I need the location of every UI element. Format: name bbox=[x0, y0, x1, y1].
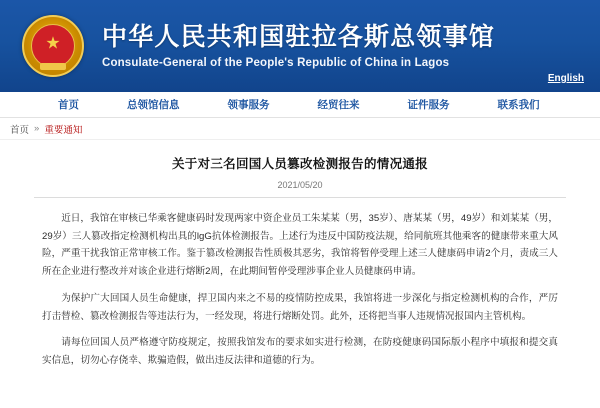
breadcrumb-separator: » bbox=[34, 123, 40, 134]
article-divider bbox=[34, 197, 566, 198]
site-titles bbox=[102, 23, 495, 69]
article bbox=[0, 140, 600, 370]
nav-item-consular-services[interactable]: 领事服务 bbox=[227, 99, 270, 111]
page-bottom-fade bbox=[0, 392, 600, 408]
nav-item-trade[interactable]: 经贸往来 bbox=[317, 99, 360, 111]
language-switch-link[interactable]: English bbox=[547, 73, 584, 84]
breadcrumb-home-link[interactable]: 首页 bbox=[10, 124, 30, 136]
nav-item-home[interactable]: 首页 bbox=[58, 99, 79, 111]
article-paragraph: 近日，我馆在审核已华乘客健康码时发现两家中资企业员工朱某某（男，35岁）、唐某某（男，49岁）和刘某某（男，29岁）三人篡改指定检测机构出具的lgG抗体检测报告。上述行为违反中国防疫法规，给同航班其他乘客的健康带来重大风险，严重干扰我馆正常审核工作。鉴于篡改检测报告性质极其恶劣，我馆将暂停受理上述三人健康码申请2个月，责成三人所在企业进行整改并对该企业进行熔断2周，在此期间暂停受理涉事企业人员健康码申请。 bbox=[42, 213, 558, 278]
article-paragraph: 为保护广大回国人员生命健康，捍卫国内来之不易的疫情防控成果，我馆将进一步深化与指定检测机构的合作，严厉打击替检、篡改检测报告等违法行为，一经发现，将进行熔断处罚。此外，还将把当事人违规情况报国内主管机构。 bbox=[42, 292, 558, 322]
nav-item-consulate-info[interactable]: 总领馆信息 bbox=[127, 99, 180, 111]
primary-nav bbox=[0, 92, 600, 118]
article-date: 2021/05/20 bbox=[277, 180, 323, 190]
article-title: 关于对三名回国人员篡改检测报告的情况通报 bbox=[171, 157, 428, 171]
breadcrumb bbox=[0, 118, 600, 140]
china-national-emblem-icon: ★ bbox=[22, 15, 84, 77]
site-title-cn: 中华人民共和国驻拉各斯总领事馆 bbox=[102, 23, 496, 52]
site-header bbox=[0, 0, 600, 92]
breadcrumb-current: 重要通知 bbox=[44, 124, 83, 136]
site-title-en: Consulate-General of the People's Republic of China in Lagos bbox=[102, 56, 450, 69]
article-paragraph: 请每位回国人员严格遵守防疫规定，按照我馆发布的要求如实进行检测，在防疫健康码国际版小程序中填报和提交真实信息，切勿心存侥幸、欺骗造假，做出违反法律和道德的行为。 bbox=[42, 337, 558, 367]
nav-item-documents[interactable]: 证件服务 bbox=[407, 99, 450, 111]
article-body bbox=[42, 210, 558, 370]
nav-item-contact[interactable]: 联系我们 bbox=[497, 99, 540, 111]
